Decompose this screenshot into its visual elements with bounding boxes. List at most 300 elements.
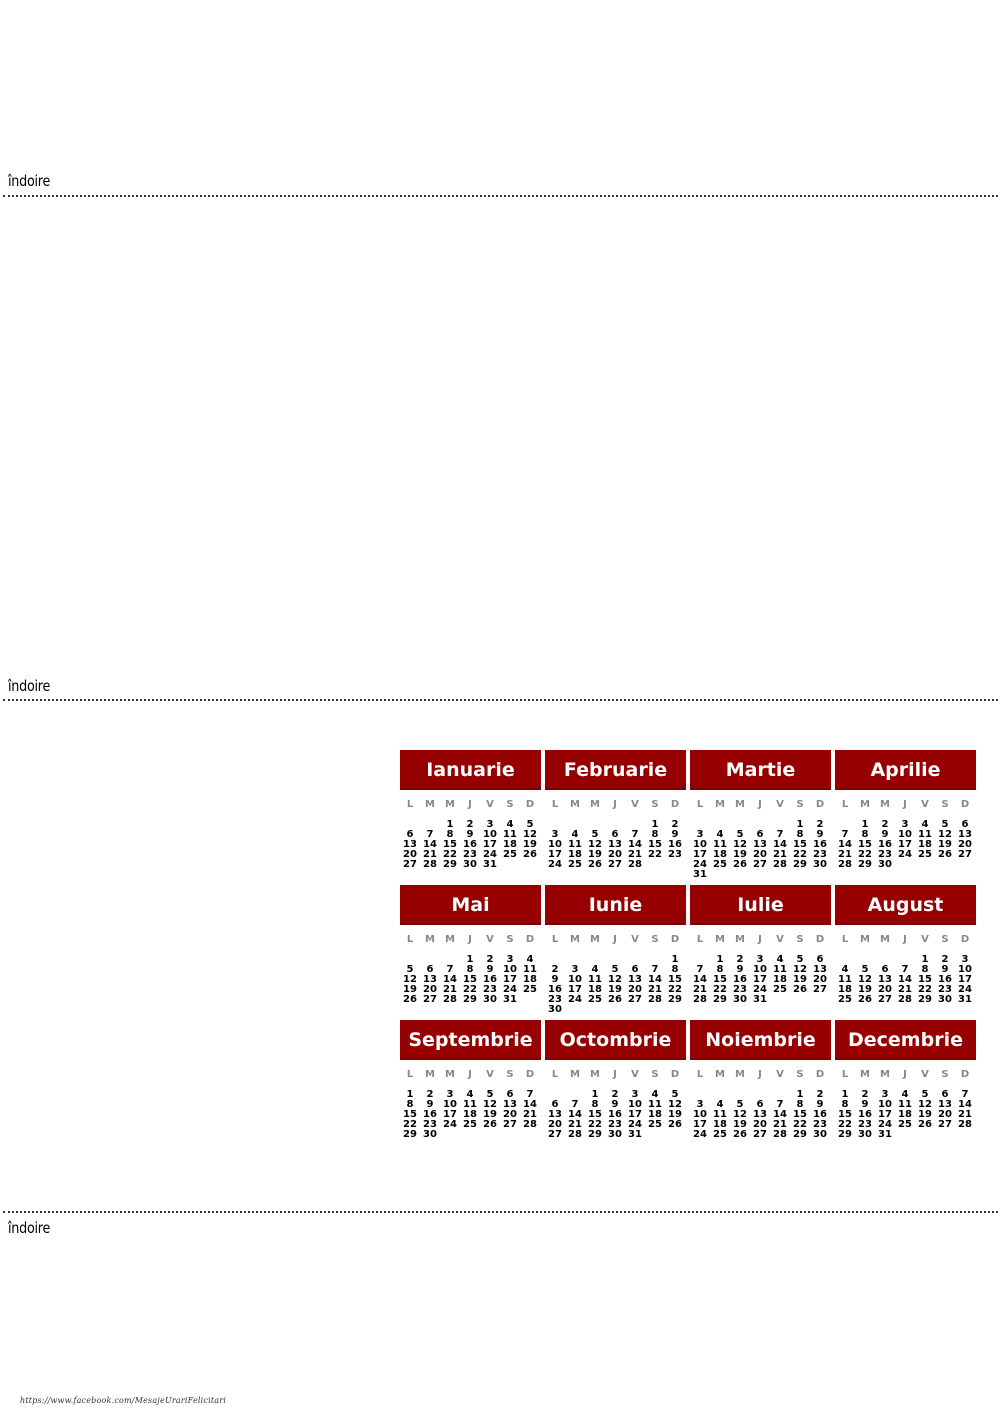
day-number: 10 [693,1109,707,1120]
day-number: 28 [693,994,707,1005]
day-number: 6 [551,1099,559,1110]
fold-label-bottom: îndoire [8,1219,51,1237]
day-number: 3 [756,954,764,965]
day-number: 7 [446,964,454,975]
day-number: 8 [861,829,869,840]
day-number: 23 [813,849,827,860]
day-number: 13 [628,974,642,985]
days-grid [400,1090,541,1140]
day-number: 19 [793,974,807,985]
day-number: 27 [608,859,622,870]
day-number: 5 [736,1099,744,1110]
day-number: 22 [793,849,807,860]
month-aprilie [835,750,976,870]
fold-line-bottom [3,1211,998,1213]
day-number: 23 [608,1119,622,1130]
day-number: 4 [571,829,579,840]
day-number: 27 [878,994,892,1005]
day-number: 23 [858,1119,872,1130]
day-number: 11 [713,839,727,850]
month-name: Iunie [545,885,686,925]
day-number: 25 [523,984,537,995]
day-number: 25 [713,859,727,870]
month-octombrie [545,1020,686,1140]
day-number: 20 [878,984,892,995]
day-number: 19 [608,984,622,995]
day-number: 6 [756,829,764,840]
day-number: 16 [938,974,952,985]
day-number: 12 [733,1109,747,1120]
weekday-label: V [921,1069,929,1080]
day-number: 9 [816,829,824,840]
weekday-label: M [445,1069,455,1080]
day-number: 31 [753,994,767,1005]
day-number: 20 [958,839,972,850]
day-number: 6 [426,964,434,975]
day-number: 27 [628,994,642,1005]
day-number: 5 [861,964,869,975]
weekday-label: V [631,1069,639,1080]
weekday-label: J [468,799,472,810]
month-name: Octombrie [545,1020,686,1060]
day-number: 13 [878,974,892,985]
day-number: 28 [648,994,662,1005]
weekday-label: L [841,799,849,810]
day-number: 12 [793,964,807,975]
day-number: 26 [938,849,952,860]
day-number: 14 [628,839,642,850]
weekday-label: M [590,1069,600,1080]
weekday-header [690,934,831,946]
day-number: 4 [466,1089,474,1100]
day-number: 25 [568,859,582,870]
day-number: 17 [693,1119,707,1130]
day-number: 26 [523,849,537,860]
days-grid [835,955,976,1005]
day-number: 14 [898,974,912,985]
weekday-label: V [921,934,929,945]
days-grid [545,955,686,1015]
day-number: 16 [668,839,682,850]
day-number: 25 [588,994,602,1005]
weekday-label: S [941,1069,949,1080]
weekday-label: J [758,1069,762,1080]
weekday-label: L [841,934,849,945]
day-number: 17 [753,974,767,985]
day-number: 21 [523,1109,537,1120]
days-grid [690,820,831,880]
weekday-label: V [776,799,784,810]
day-number: 2 [941,954,949,965]
day-number: 10 [693,839,707,850]
day-number: 12 [668,1099,682,1110]
day-number: 6 [406,829,414,840]
day-number: 27 [958,849,972,860]
day-number: 9 [816,1099,824,1110]
day-number: 26 [608,994,622,1005]
day-number: 22 [463,984,477,995]
day-number: 23 [878,849,892,860]
day-number: 14 [648,974,662,985]
weekday-label: D [815,934,825,945]
day-number: 30 [423,1129,437,1140]
day-number: 11 [588,974,602,985]
day-number: 22 [668,984,682,995]
day-number: 30 [938,994,952,1005]
day-number: 20 [423,984,437,995]
day-number: 21 [958,1109,972,1120]
day-number: 26 [588,859,602,870]
day-number: 7 [651,964,659,975]
weekday-label: S [796,799,804,810]
day-number: 26 [733,859,747,870]
day-number: 8 [466,964,474,975]
day-number: 22 [588,1119,602,1130]
day-number: 10 [568,974,582,985]
day-number: 28 [773,1129,787,1140]
month-name: Martie [690,750,831,790]
day-number: 16 [813,1109,827,1120]
day-number: 16 [483,974,497,985]
day-number: 26 [483,1119,497,1130]
day-number: 19 [523,839,537,850]
day-number: 22 [443,849,457,860]
day-number: 24 [753,984,767,995]
day-number: 17 [568,984,582,995]
day-number: 26 [733,1129,747,1140]
day-number: 17 [958,974,972,985]
day-number: 14 [523,1099,537,1110]
weekday-header [835,934,976,946]
day-number: 18 [713,1119,727,1130]
month-iulie [690,885,831,1005]
day-number: 8 [921,964,929,975]
day-number: 27 [938,1119,952,1130]
days-grid [545,820,686,870]
fold-label-top: îndoire [8,172,51,190]
weekday-label: S [506,1069,514,1080]
day-number: 24 [958,984,972,995]
weekday-label: S [506,799,514,810]
day-number: 24 [878,1119,892,1130]
weekday-label: L [551,799,559,810]
month-name: August [835,885,976,925]
weekday-label: D [960,1069,970,1080]
weekday-label: V [486,934,494,945]
day-number: 8 [651,829,659,840]
day-number: 28 [523,1119,537,1130]
day-number: 15 [668,974,682,985]
day-number: 2 [736,954,744,965]
day-number: 4 [776,954,784,965]
day-number: 3 [446,1089,454,1100]
days-grid [690,955,831,1005]
day-number: 29 [463,994,477,1005]
day-number: 18 [503,839,517,850]
weekday-label: L [841,1069,849,1080]
day-number: 11 [503,829,517,840]
footer-url: https://www.facebook.com/MesajeUrariFelicitari [20,1396,227,1405]
day-number: 23 [423,1119,437,1130]
day-number: 17 [443,1109,457,1120]
day-number: 10 [898,829,912,840]
day-number: 17 [628,1109,642,1120]
day-number: 14 [773,839,787,850]
day-number: 28 [838,859,852,870]
day-number: 12 [918,1099,932,1110]
day-number: 10 [628,1099,642,1110]
day-number: 30 [463,859,477,870]
day-number: 17 [548,849,562,860]
month-ianuarie [400,750,541,870]
day-number: 8 [796,829,804,840]
day-number: 1 [796,819,804,830]
day-number: 7 [841,829,849,840]
day-number: 29 [793,1129,807,1140]
day-number: 19 [733,849,747,860]
day-number: 1 [861,819,869,830]
day-number: 29 [588,1129,602,1140]
day-number: 5 [796,954,804,965]
weekday-label: D [525,799,535,810]
fold-label-middle: îndoire [8,677,51,695]
day-number: 21 [693,984,707,995]
day-number: 15 [858,839,872,850]
day-number: 9 [466,829,474,840]
weekday-label: M [425,799,435,810]
weekday-label: D [960,934,970,945]
day-number: 8 [406,1099,414,1110]
weekday-label: D [960,799,970,810]
day-number: 4 [506,819,514,830]
weekday-label: M [735,799,745,810]
day-number: 1 [406,1089,414,1100]
day-number: 28 [443,994,457,1005]
day-number: 21 [648,984,662,995]
weekday-label: L [551,1069,559,1080]
day-number: 19 [938,839,952,850]
day-number: 15 [793,839,807,850]
weekday-header [835,1069,976,1081]
day-number: 22 [793,1119,807,1130]
weekday-label: L [406,799,414,810]
day-number: 25 [503,849,517,860]
day-number: 15 [588,1109,602,1120]
day-number: 12 [523,829,537,840]
day-number: 6 [506,1089,514,1100]
day-number: 15 [713,974,727,985]
day-number: 5 [526,819,534,830]
day-number: 8 [796,1099,804,1110]
day-number: 14 [838,839,852,850]
day-number: 1 [716,954,724,965]
day-number: 4 [901,1089,909,1100]
day-number: 26 [668,1119,682,1130]
day-number: 25 [648,1119,662,1130]
day-number: 29 [838,1129,852,1140]
day-number: 7 [526,1089,534,1100]
day-number: 11 [523,964,537,975]
day-number: 15 [443,839,457,850]
days-grid [835,820,976,870]
month-mai [400,885,541,1005]
day-number: 21 [898,984,912,995]
weekday-label: D [815,799,825,810]
day-number: 30 [813,1129,827,1140]
day-number: 23 [733,984,747,995]
day-number: 21 [568,1119,582,1130]
day-number: 13 [423,974,437,985]
day-number: 13 [548,1109,562,1120]
day-number: 18 [463,1109,477,1120]
weekday-header [545,934,686,946]
weekday-header [545,1069,686,1081]
day-number: 14 [423,839,437,850]
day-number: 2 [486,954,494,965]
day-number: 19 [588,849,602,860]
day-number: 16 [608,1109,622,1120]
day-number: 9 [671,829,679,840]
day-number: 2 [816,819,824,830]
day-number: 14 [568,1109,582,1120]
day-number: 6 [961,819,969,830]
day-number: 13 [503,1099,517,1110]
weekday-label: S [796,1069,804,1080]
day-number: 5 [591,829,599,840]
day-number: 16 [878,839,892,850]
day-number: 26 [858,994,872,1005]
day-number: 31 [878,1129,892,1140]
day-number: 21 [838,849,852,860]
day-number: 9 [551,974,559,985]
day-number: 13 [938,1099,952,1110]
day-number: 28 [773,859,787,870]
day-number: 7 [776,829,784,840]
month-name: Februarie [545,750,686,790]
day-number: 26 [793,984,807,995]
day-number: 25 [773,984,787,995]
weekday-label: J [613,799,617,810]
day-number: 8 [591,1099,599,1110]
day-number: 17 [898,839,912,850]
weekday-label: V [631,799,639,810]
day-number: 8 [716,964,724,975]
day-number: 6 [756,1099,764,1110]
day-number: 15 [648,839,662,850]
weekday-label: V [486,799,494,810]
day-number: 4 [921,819,929,830]
weekday-label: M [425,1069,435,1080]
weekday-label: V [631,934,639,945]
day-number: 7 [901,964,909,975]
day-number: 15 [838,1109,852,1120]
day-number: 24 [483,849,497,860]
day-number: 16 [733,974,747,985]
weekday-label: S [796,934,804,945]
weekday-label: J [758,934,762,945]
day-number: 29 [403,1129,417,1140]
day-number: 28 [958,1119,972,1130]
day-number: 3 [961,954,969,965]
weekday-label: M [570,799,580,810]
day-number: 25 [713,1129,727,1140]
day-number: 6 [631,964,639,975]
day-number: 23 [548,994,562,1005]
day-number: 29 [713,994,727,1005]
day-number: 7 [426,829,434,840]
day-number: 29 [918,994,932,1005]
day-number: 10 [753,964,767,975]
weekday-label: M [570,1069,580,1080]
weekday-label: D [670,934,680,945]
day-number: 15 [403,1109,417,1120]
day-number: 10 [443,1099,457,1110]
day-number: 3 [486,819,494,830]
day-number: 27 [548,1129,562,1140]
day-number: 9 [941,964,949,975]
month-august [835,885,976,1005]
day-number: 1 [651,819,659,830]
day-number: 23 [668,849,682,860]
day-number: 19 [403,984,417,995]
weekday-label: J [903,934,907,945]
day-number: 20 [813,974,827,985]
day-number: 26 [403,994,417,1005]
day-number: 10 [878,1099,892,1110]
weekday-label: D [815,1069,825,1080]
days-grid [400,820,541,870]
day-number: 22 [918,984,932,995]
day-number: 25 [918,849,932,860]
day-number: 1 [446,819,454,830]
day-number: 7 [696,964,704,975]
day-number: 13 [753,1109,767,1120]
weekday-header [690,799,831,811]
weekday-label: L [551,934,559,945]
weekday-label: M [880,1069,890,1080]
month-name: Ianuarie [400,750,541,790]
day-number: 11 [918,829,932,840]
day-number: 13 [608,839,622,850]
day-number: 16 [813,839,827,850]
day-number: 11 [463,1099,477,1110]
day-number: 4 [716,1099,724,1110]
weekday-label: L [696,934,704,945]
day-number: 17 [693,849,707,860]
day-number: 7 [961,1089,969,1100]
day-number: 4 [716,829,724,840]
day-number: 10 [548,839,562,850]
day-number: 2 [861,1089,869,1100]
weekday-label: J [758,799,762,810]
month-name: Iulie [690,885,831,925]
day-number: 2 [816,1089,824,1100]
weekday-label: L [696,1069,704,1080]
day-number: 31 [503,994,517,1005]
day-number: 4 [526,954,534,965]
day-number: 18 [838,984,852,995]
weekday-label: V [776,934,784,945]
day-number: 13 [958,829,972,840]
weekday-label: V [486,1069,494,1080]
weekday-label: L [406,1069,414,1080]
day-number: 3 [506,954,514,965]
day-number: 8 [671,964,679,975]
day-number: 10 [483,829,497,840]
day-number: 18 [523,974,537,985]
day-number: 27 [403,859,417,870]
day-number: 27 [423,994,437,1005]
